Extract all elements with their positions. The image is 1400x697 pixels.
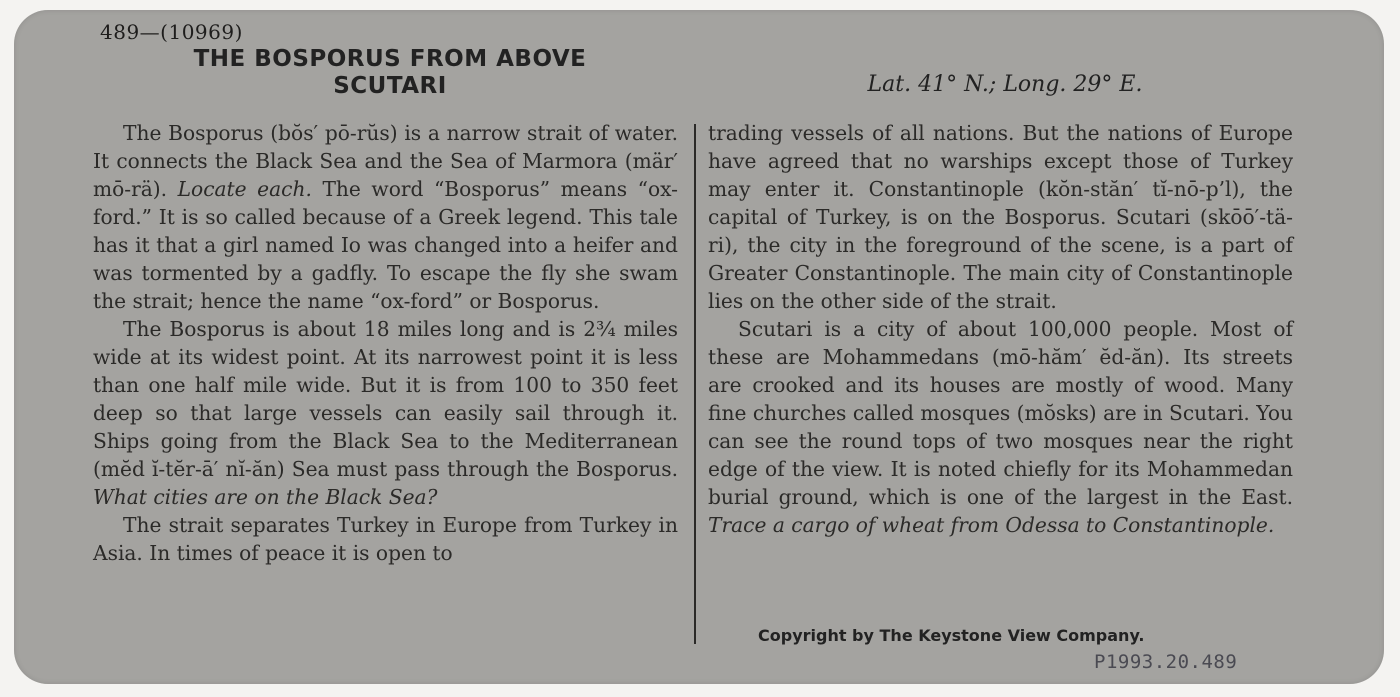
left-paragraph-1	[93, 119, 678, 315]
left-p2-text-a: The Bosporus is about 18 miles long and is 2¾ miles wide at its widest point. At its narrowest point it is less than one half mile wide. But it is from 100 to 350 feet deep so that large vessels can easily sail through it. Ships going from the Black Sea to the Mediterranean (mĕd ĭ-tĕr-ā′ nĭ-ăn) Sea must pass through the Bosporus.	[93, 317, 678, 481]
left-text-column	[93, 119, 678, 567]
left-paragraph-3: The strait separates Turkey in Europe from Turkey in Asia. In times of peace it is open to	[93, 513, 678, 565]
title-line-1: THE BOSPORUS FROM ABOVE	[193, 46, 587, 72]
title-line-2: SCUTARI	[333, 73, 447, 99]
catalog-number: 489—(10969)	[100, 20, 243, 44]
right-paragraph-2	[708, 315, 1293, 539]
left-p1-italic: Locate each.	[177, 177, 312, 201]
left-p1-text-a: The Bosporus (bŏs′ pō-rŭs) is a narrow strait of water. It connects the Black Sea and the Sea of Marmora (mär′ mō-rä).	[93, 121, 678, 201]
right-paragraph-1: trading vessels of all nations. But the nations of Europe have agreed that no warships except those of Turkey may enter it. Constantinople (kŏn-stăn′ tĭ-nō-p’l), the capital of Turkey, is on the Bosporus. Scutari (skōō′-tä-ri), the city in the foreground of the scene, is a part of Greater Constantinople. The main city of Constantinople lies on the other side of the strait.	[708, 121, 1293, 313]
left-p2-italic: What cities are on the Black Sea?	[93, 485, 438, 509]
card-title	[120, 46, 660, 100]
copyright-notice: Copyright by The Keystone View Company.	[758, 626, 1145, 645]
right-p2-italic: Trace a cargo of wheat from Odessa to Constantinople.	[708, 513, 1275, 537]
right-text-column	[708, 119, 1293, 539]
column-divider	[694, 124, 696, 644]
accession-number: P1993.20.489	[1094, 651, 1238, 673]
lat-long: Lat. 41° N.; Long. 29° E.	[867, 72, 1143, 97]
right-p2-text-a: Scutari is a city of about 100,000 people. Most of these are Mohammedans (mō-hăm′ ĕd-ăn). Its streets are crooked and its houses are mostly of wood. Many fine churches called mosques (mŏsks) are in Scutari. You can see the round tops of two mosques near the right edge of the view. It is noted chiefly for its Mohammedan burial ground, which is one of the largest in the East.	[708, 317, 1293, 509]
left-paragraph-2	[93, 315, 678, 511]
left-p1-text-c: The word “Bosporus” means “ox-ford.” It is so called because of a Greek legend. This tale has it that a girl named Io was changed into a heifer and was tormented by a gadfly. To escape the fly she swam the strait; hence the name “ox-ford” or Bosporus.	[93, 177, 678, 313]
